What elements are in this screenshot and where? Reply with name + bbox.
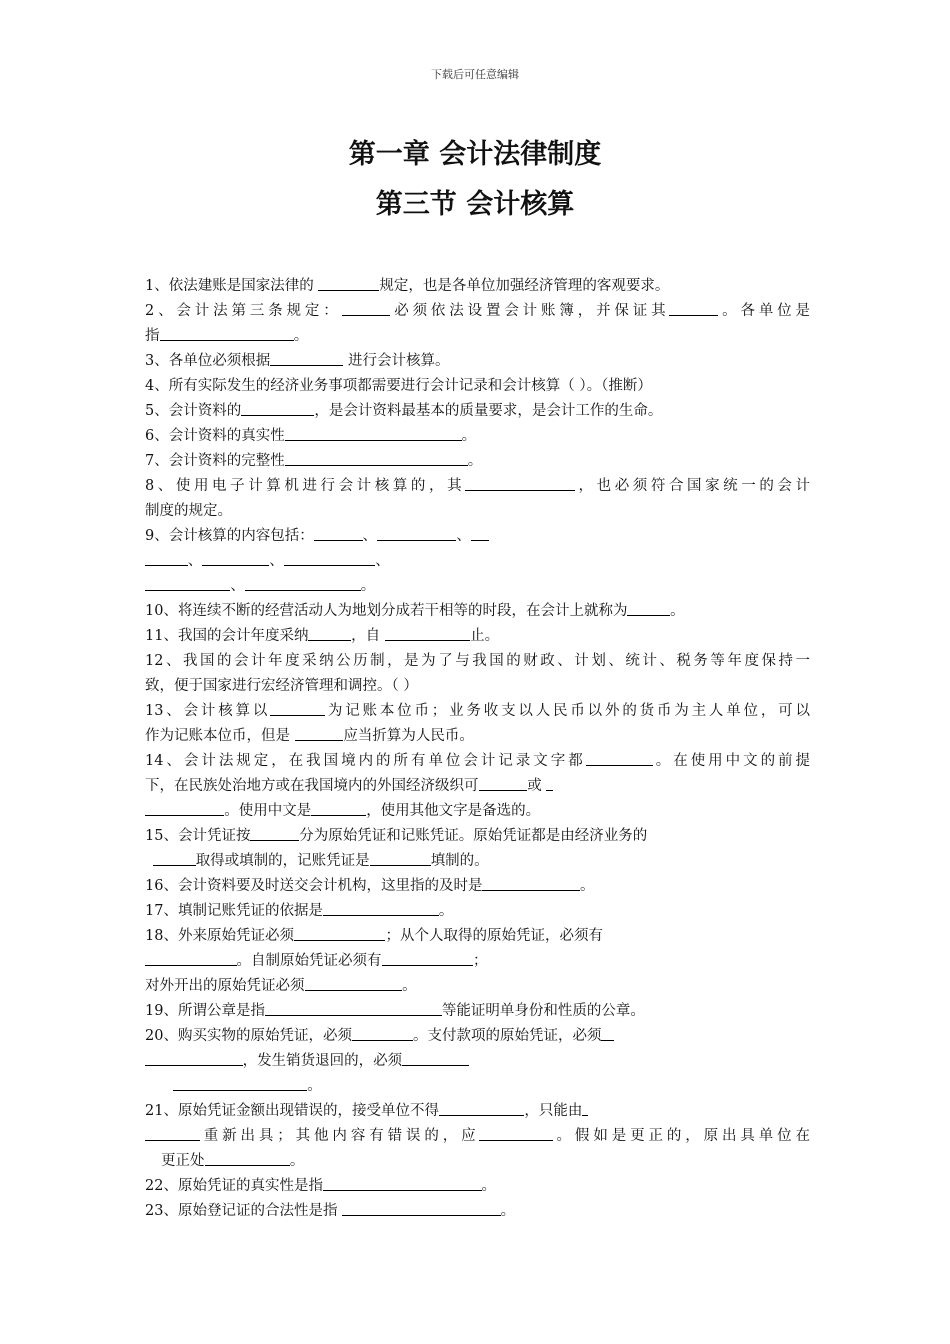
answer-blank[interactable]	[323, 1175, 482, 1191]
answer-blank[interactable]	[145, 1050, 243, 1066]
answer-blank[interactable]	[145, 950, 237, 966]
question-line: 下，在民族处治地方或在我国境内的外国经济级织可 或	[145, 774, 810, 799]
answer-blank[interactable]	[294, 925, 386, 941]
question-line: 、 。	[145, 574, 810, 599]
question-list	[145, 274, 810, 1224]
question-line: 7、会计资料的完整性 。	[145, 449, 810, 474]
question-line: 。自制原始凭证必须有 ；	[145, 949, 810, 974]
answer-blank[interactable]	[173, 1075, 307, 1091]
question-line: 制度的规定。	[145, 503, 232, 519]
question-line: 重新出具；其他内容有错误的，应 。假如是更正的，原出具单位在	[145, 1124, 810, 1149]
header-note: 下载后可任意编辑	[431, 68, 519, 81]
answer-blank[interactable]	[382, 950, 474, 966]
answer-blank[interactable]	[202, 550, 269, 566]
question-line: 1、依法建账是国家法律的 规定，也是各单位加强经济管理的客观要求。	[145, 274, 810, 299]
question-line: ，发生销货退回的，必须	[145, 1049, 810, 1074]
answer-blank[interactable]	[295, 725, 344, 741]
answer-blank[interactable]	[153, 850, 196, 866]
answer-blank[interactable]	[402, 1050, 469, 1066]
answer-blank[interactable]	[145, 550, 188, 566]
question-line: 15、会计凭证按 分为原始凭证和记账凭证。原始凭证都是由经济业务的	[145, 824, 810, 849]
answer-blank[interactable]	[471, 525, 489, 541]
question-line: 17、填制记账凭证的依据是 。	[145, 899, 810, 924]
answer-blank[interactable]	[285, 425, 462, 441]
chapter-title: 第一章 会计法律制度	[348, 139, 602, 170]
question-line: 23、原始登记证的合法性是指 。	[145, 1199, 810, 1224]
question-line: 3、各单位必须根据 进行会计核算。	[145, 349, 810, 374]
answer-blank[interactable]	[479, 1125, 552, 1141]
answer-blank[interactable]	[160, 325, 294, 341]
answer-blank[interactable]	[145, 800, 224, 816]
question-line: 取得或填制的，记账凭证是 填制的。	[145, 849, 810, 874]
answer-blank[interactable]	[601, 1025, 613, 1041]
answer-blank[interactable]	[308, 625, 351, 641]
answer-blank[interactable]	[546, 775, 552, 791]
answer-blank[interactable]	[342, 1200, 501, 1216]
answer-blank[interactable]	[669, 300, 718, 316]
answer-blank[interactable]	[586, 750, 653, 766]
question-line: 8、使用电子计算机进行会计核算的，其 ，也必须符合国家统一的会计	[145, 474, 810, 499]
answer-blank[interactable]	[305, 975, 403, 991]
answer-blank[interactable]	[370, 850, 431, 866]
question-line: 5、会计资料的 ，是会计资料最基本的质量要求，是会计工作的生命。	[145, 399, 810, 424]
answer-blank[interactable]	[377, 525, 456, 541]
question-line: 18、外来原始凭证必须 ；从个人取得的原始凭证，必须有	[145, 924, 810, 949]
question-line: 对外开出的原始凭证必须 。	[145, 974, 810, 999]
answer-blank[interactable]	[270, 350, 343, 366]
question-line: 致，便于国家进行宏经济管理和调控。（ ）	[145, 678, 418, 694]
answer-blank[interactable]	[582, 1100, 588, 1116]
question-line: 2、会计法第三条规定： 必须依法设置会计账簿，并保证其 。各单位是	[145, 299, 810, 324]
question-line: 指 。	[145, 324, 810, 349]
answer-blank[interactable]	[205, 1150, 290, 1166]
answer-blank[interactable]	[314, 525, 363, 541]
question-line: 10、将连续不断的经营活动人为地划分成若干相等的时段，在会计上就称为 。	[145, 599, 810, 624]
answer-blank[interactable]	[145, 575, 230, 591]
answer-blank[interactable]	[465, 475, 575, 491]
answer-blank[interactable]	[245, 575, 361, 591]
question-line: 。	[145, 1074, 810, 1099]
question-line: 更正处 。	[145, 1149, 810, 1174]
answer-blank[interactable]	[265, 1000, 442, 1016]
answer-blank[interactable]	[352, 1025, 413, 1041]
question-line: 21、原始凭证金额出现错误的，接受单位不得 ，只能由	[145, 1099, 810, 1124]
answer-blank[interactable]	[270, 700, 325, 716]
answer-blank[interactable]	[439, 1100, 524, 1116]
question-line: 22、原始凭证的真实性是指 。	[145, 1174, 810, 1199]
question-line: 19、所谓公章是指 等能证明单身份和性质的公章。	[145, 999, 810, 1024]
question-line: 12、我国的会计年度采纳公历制，是为了与我国的财政、计划、统计、税务等年度保持一	[145, 653, 810, 669]
answer-blank[interactable]	[627, 600, 670, 616]
answer-blank[interactable]	[323, 900, 439, 916]
question-line: 14、会计法规定，在我国境内的所有单位会计记录文字都 。在使用中文的前提	[145, 749, 810, 774]
answer-blank[interactable]	[479, 775, 528, 791]
answer-blank[interactable]	[284, 550, 376, 566]
answer-blank[interactable]	[285, 450, 468, 466]
question-line: 作为记账本位币，但是 应当折算为人民币。	[145, 724, 810, 749]
answer-blank[interactable]	[311, 800, 366, 816]
section-title: 第三节 会计核算	[375, 189, 575, 220]
question-line: 9、会计核算的内容包括： 、 、	[145, 524, 810, 549]
question-line: 16、会计资料要及时送交会计机构，这里指的及时是 。	[145, 874, 810, 899]
question-line: 6、会计资料的真实性 。	[145, 424, 810, 449]
answer-blank[interactable]	[482, 875, 580, 891]
answer-blank[interactable]	[241, 400, 314, 416]
question-line: 、 、 、	[145, 549, 810, 574]
question-line: 4、所有实际发生的经济业务事项都需要进行会计记录和会计核算（ ）。（推断）	[145, 378, 652, 394]
question-line: 。使用中文是 ，使用其他文字是备选的。	[145, 799, 810, 824]
answer-blank[interactable]	[342, 300, 391, 316]
question-line: 11、我国的会计年度采纳 ，自 止。	[145, 624, 810, 649]
answer-blank[interactable]	[250, 825, 299, 841]
answer-blank[interactable]	[318, 275, 379, 291]
question-line: 13、会计核算以 为记账本位币；业务收支以人民币以外的货币为主人单位，可以	[145, 699, 810, 724]
answer-blank[interactable]	[385, 625, 470, 641]
question-line: 20、购买实物的原始凭证，必须 。支付款项的原始凭证，必须	[145, 1024, 810, 1049]
answer-blank[interactable]	[145, 1125, 200, 1141]
